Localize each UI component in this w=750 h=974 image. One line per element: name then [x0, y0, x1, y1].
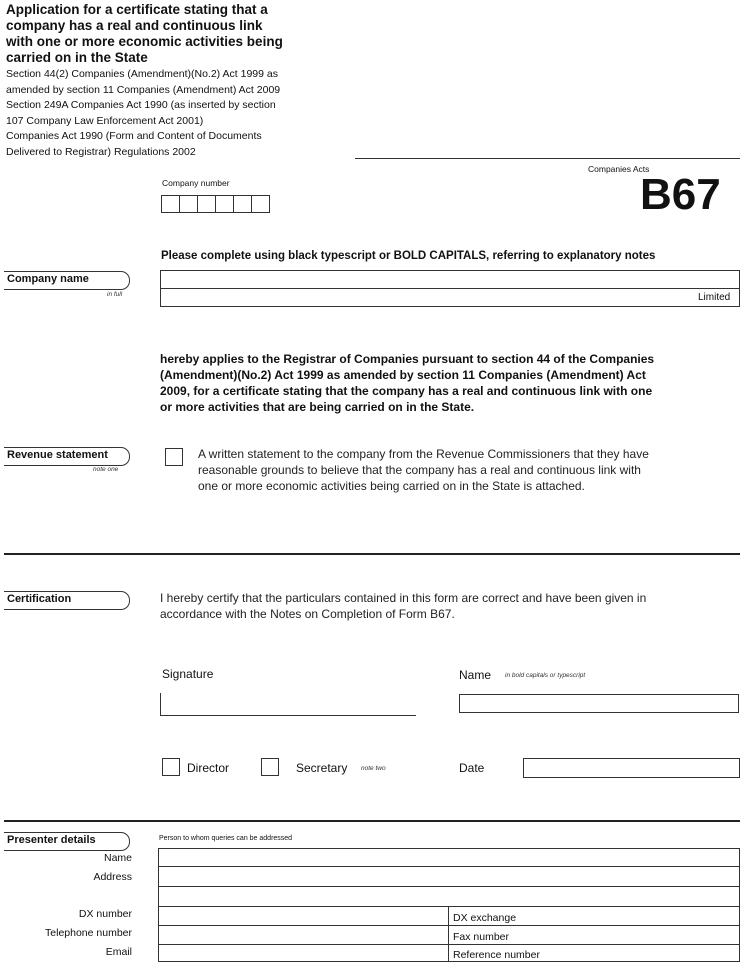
- company-number-cell[interactable]: [161, 195, 180, 213]
- tab-arrow-icon: [117, 832, 130, 851]
- presenter-name-field[interactable]: [160, 849, 739, 866]
- tab-arrow-icon: [117, 591, 130, 610]
- tab-arrow-icon: [117, 447, 130, 466]
- section-divider: [4, 820, 740, 822]
- grid-column-divider: [448, 906, 449, 962]
- header-divider: [355, 158, 740, 159]
- revenue-statement-label: Revenue statement: [7, 449, 108, 461]
- secretary-note: note two: [361, 765, 386, 772]
- name-note: in bold capitals or typescript: [505, 672, 586, 679]
- instruction-text: Please complete using black typescript or BOLD CAPITALS, referring to explanatory notes: [161, 250, 656, 262]
- company-name-label: Company name: [7, 273, 89, 285]
- email-field[interactable]: [160, 945, 447, 961]
- company-number-cell[interactable]: [179, 195, 198, 213]
- certification-label: Certification: [7, 593, 72, 605]
- title-line: Application for a certificate stating that a: [6, 2, 268, 17]
- company-number-cell[interactable]: [233, 195, 252, 213]
- company-name-field-divider: [160, 288, 740, 289]
- secretary-label: Secretary: [296, 761, 348, 775]
- revenue-line: reasonable grounds to believe that the company has a real and continuous link with: [198, 463, 641, 477]
- legal-line: Section 249A Companies Act 1990 (as inserted by section: [6, 99, 276, 111]
- revenue-note: note one: [93, 466, 119, 473]
- company-number-input[interactable]: [161, 195, 269, 213]
- company-number-cell[interactable]: [197, 195, 216, 213]
- telephone-field[interactable]: [160, 926, 447, 944]
- telephone-label: Telephone number: [45, 927, 132, 939]
- legal-line: 107 Company Law Enforcement Act 2001): [6, 114, 204, 127]
- title-line: company has a real and continuous link: [6, 18, 263, 33]
- legal-line: Delivered to Registrar) Regulations 2002: [6, 145, 196, 158]
- legal-references: [6, 67, 346, 160]
- dx-number-label: DX number: [78, 908, 132, 920]
- title-line: carried on in the State: [6, 50, 148, 65]
- revenue-statement-checkbox[interactable]: [165, 448, 183, 466]
- presenter-address-label: Address: [93, 871, 132, 883]
- legal-line: Companies Act 1990 (Form and Content of Documents: [6, 130, 262, 142]
- dx-exchange-label: DX exchange: [453, 912, 517, 924]
- date-field[interactable]: [523, 758, 740, 778]
- presenter-name-label: Name: [103, 852, 132, 864]
- director-label: Director: [187, 761, 230, 775]
- application-line: 2009, for a certificate stating that the company has a real and continuous link with one: [160, 384, 653, 398]
- application-statement: [160, 351, 745, 415]
- form-code: B67: [640, 170, 721, 219]
- revenue-statement-text: [198, 446, 743, 494]
- signature-field[interactable]: [160, 693, 416, 716]
- acts-label: Companies Acts: [588, 164, 650, 174]
- presenter-address-field[interactable]: [160, 867, 739, 905]
- name-label: Name: [459, 668, 492, 682]
- title-line: with one or more economic activities being: [6, 34, 283, 49]
- signature-label: Signature: [162, 667, 214, 681]
- certification-text: [160, 590, 745, 622]
- legal-line: amended by section 11 Companies (Amendment) Act 2009: [6, 83, 281, 96]
- revenue-line: one or more economic activities being carried on in the State is attached.: [198, 479, 585, 493]
- company-number-cell[interactable]: [251, 195, 270, 213]
- tab-arrow-icon: [117, 271, 130, 290]
- application-line: (Amendment)(No.2) Act 1999 as amended by section 11 Companies (Amendment) Act: [160, 368, 646, 382]
- revenue-line: A written statement to the company from the Revenue Commissioners that they have: [198, 447, 649, 461]
- date-label: Date: [459, 761, 485, 775]
- email-label: Email: [105, 946, 132, 958]
- company-name-suffix: Limited: [698, 292, 731, 303]
- dx-number-field[interactable]: [160, 907, 447, 925]
- legal-line: Section 44(2) Companies (Amendment)(No.2) Act 1999 as: [6, 68, 278, 80]
- certification-line: accordance with the Notes on Completion of Form B67.: [160, 607, 455, 621]
- company-name-note: in full: [107, 291, 123, 298]
- director-checkbox[interactable]: [162, 758, 180, 776]
- presenter-note: Person to whom queries can be addressed: [159, 835, 293, 842]
- application-line: or more activities that are being carried on in the State.: [160, 400, 475, 414]
- presenter-details-label: Presenter details: [7, 834, 96, 846]
- fax-label: Fax number: [453, 931, 510, 943]
- company-number-label: Company number: [162, 178, 230, 188]
- section-divider: [4, 553, 740, 555]
- reference-label: Reference number: [453, 949, 540, 961]
- secretary-checkbox[interactable]: [261, 758, 279, 776]
- name-field[interactable]: [459, 694, 739, 713]
- form-title: [6, 2, 346, 66]
- application-line: hereby applies to the Registrar of Companies pursuant to section 44 of the Companies: [160, 352, 655, 366]
- certification-line: I hereby certify that the particulars contained in this form are correct and have been given in: [160, 591, 647, 605]
- company-number-cell[interactable]: [215, 195, 234, 213]
